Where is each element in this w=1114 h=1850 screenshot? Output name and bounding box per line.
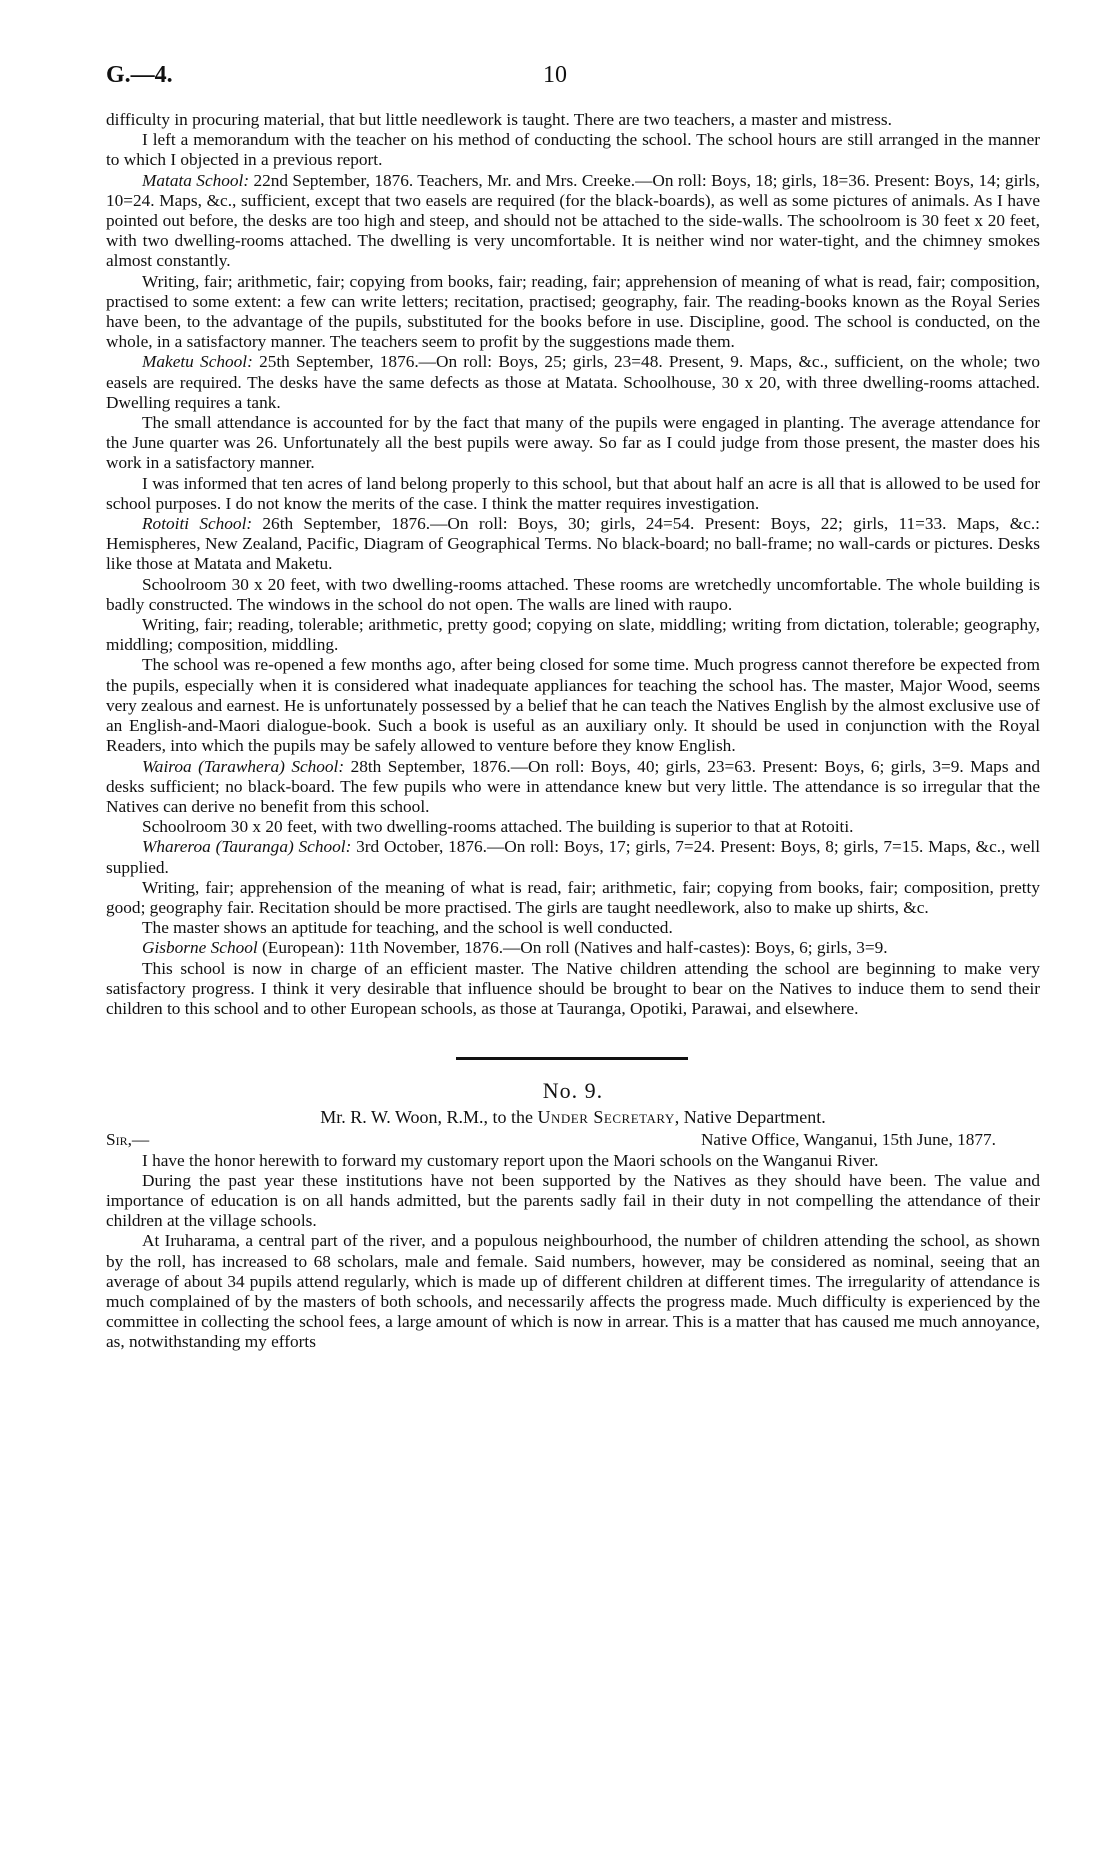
letter-body bbox=[106, 1151, 1040, 1353]
paragraph bbox=[106, 514, 1040, 575]
paragraph-text: 26th September, 1876.—On roll: Boys, 30; girls, 24=54. Present: Boys, 22; girls, 11=33. Maps, &c.: Hemispheres, New Zealand, Pacific, Diagram of Geographical Terms. No black-board; no ball-frame; no wall-cards or pictures. Desks like those at Matata and Maketu. bbox=[106, 514, 1040, 574]
letter-title-recipient: Under Secretary bbox=[537, 1107, 675, 1128]
page-header bbox=[106, 62, 1004, 92]
school-name: Wairoa (Tarawhera) School: bbox=[142, 756, 345, 776]
school-name: Gisborne School bbox=[142, 938, 258, 958]
paragraph-text: During the past year these institutions have not been supported by the Natives as they should have been. The value and importance of education is on all hands admitted, but the parents sadly fail in their duty in not compelling the attendance of their children at the village schools. bbox=[106, 1170, 1040, 1231]
paragraph bbox=[106, 413, 1040, 474]
paragraph bbox=[106, 878, 1040, 918]
page-body bbox=[106, 110, 1040, 1353]
paragraph-text: At Iruharama, a central part of the river, and a populous neighbourhood, the number of children attending the school, as shown by the roll, has increased to 68 scholars, male and female. Said numbers, however, may be considered as nominal, seeing that an average of about 34 pupils attend regularly, which is made up of different children at different times. The irregularity of attendance is much complained of by the masters of both schools, and necessarily affects the progress made. Much difficulty is experienced by the committee in collecting the school fees, a large amount of which is now in arrear. This is a matter that has caused me much annoyance, as, notwithstanding my efforts bbox=[106, 1231, 1040, 1352]
paragraph-text: 22nd September, 1876. Teachers, Mr. and Mrs. Creeke.—On roll: Boys, 18; girls, 18=36. Present: Boys, 14; girls, 10=24. Maps, &c., sufficient, except that two easels are required (for the black-boards), as well as some pictures of animals. As I have pointed out before, the desks are too high and steep, and should not be attached to the side-walls. The schoolroom is 30 feet x 20 feet, with two dwelling-rooms attached. The dwelling is very uncomfortable. It is neither wind nor water-tight, and the chimney smokes almost constantly. bbox=[106, 170, 1040, 271]
paragraph-text: I left a memorandum with the teacher on his method of conducting the school. The school hours are still arranged in the manner to which I objected in a previous report. bbox=[106, 130, 1040, 170]
paragraph bbox=[106, 130, 1040, 170]
paragraph-text: I have the honor herewith to forward my customary report upon the Maori schools on the Wanganui River. bbox=[142, 1150, 879, 1170]
paragraph bbox=[106, 817, 1040, 837]
letter-title-prefix: Mr. R. W. Woon, R.M., to the bbox=[320, 1107, 538, 1128]
paragraph-text: Schoolroom 30 x 20 feet, with two dwelling-rooms attached. These rooms are wretchedly uncomfortable. The whole building is badly constructed. The windows in the school do not open. The walls are lined with raupo. bbox=[106, 574, 1040, 614]
letter-title bbox=[106, 1107, 1040, 1127]
paragraph-text: Writing, fair; apprehension of the meaning of what is read, fair; arithmetic, fair; copying from books, fair; composition, pretty good; geography fair. Recitation should be more practised. The girls are taught needlework, also to make up shirts, &c. bbox=[106, 877, 1040, 917]
paragraph bbox=[106, 655, 1040, 756]
paragraph bbox=[106, 918, 1040, 938]
paragraph bbox=[106, 352, 1040, 413]
paragraph-text: 28th September, 1876.—On roll: Boys, 40; girls, 23=63. Present: Boys, 6; girls, 3=9. Maps and desks sufficient; no black-board. The few pupils who were in attendance knew but very little. The attendance is so irregular that the Natives can derive no benefit from this school. bbox=[106, 756, 1040, 816]
letter-number: No. 9. bbox=[542, 1078, 604, 1104]
page-number: 10 bbox=[543, 62, 567, 88]
salutation: Sir,— bbox=[106, 1129, 150, 1149]
paragraph bbox=[106, 837, 1040, 877]
document-reference: G.—4. bbox=[106, 62, 173, 88]
paragraph bbox=[106, 171, 1040, 272]
paragraph-text: Schoolroom 30 x 20 feet, with two dwelling-rooms attached. The building is superior to that at Rotoiti. bbox=[142, 817, 854, 837]
salutation-line bbox=[106, 1130, 1040, 1151]
paragraph bbox=[106, 110, 1040, 130]
paragraph bbox=[106, 959, 1040, 1020]
paragraph bbox=[106, 272, 1040, 353]
paragraph bbox=[106, 1171, 1040, 1232]
paragraph-text: This school is now in charge of an efficient master. The Native children attending the school are beginning to make very satisfactory progress. I think it very desirable that influence should be brought to bear on the Natives to induce them to send their children to this school and to other European schools, as those at Tauranga, Opotiki, Parawai, and elsewhere. bbox=[106, 958, 1040, 1018]
section-separator bbox=[106, 1019, 1040, 1065]
report-section bbox=[106, 110, 1040, 1019]
paragraph bbox=[106, 757, 1040, 818]
school-name: Rotoiti School: bbox=[142, 514, 253, 534]
school-name: Matata School: bbox=[142, 170, 250, 190]
paragraph-text: The school was re-opened a few months ago, after being closed for some time. Much progress cannot therefore be expected from the pupils, especially when it is considered what inadequate appliances for teaching the school has. The master, Major Wood, seems very zealous and earnest. He is unfortunately possessed by a belief that he can teach the Natives English by the almost exclusive use of an English-and-Maori dialogue-book. Such a book is useful as an auxiliary only. It should be used in conjunction with the Royal Readers, into which the pupils may be safely allowed to venture before they know English. bbox=[106, 655, 1040, 756]
letter-title-suffix: , Native Department. bbox=[674, 1107, 826, 1128]
school-name: Whareroa (Tauranga) School: bbox=[142, 837, 352, 857]
paragraph-text: Writing, fair; reading, tolerable; arithmetic, pretty good; copying on slate, middling; writing from dictation, tolerable; geography, middling; composition, middling. bbox=[106, 615, 1040, 655]
paragraph-text: Writing, fair; arithmetic, fair; copying from books, fair; reading, fair; apprehension of meaning of what is read, fair; composition, practised to some extent: a few can write letters; recitation, practised; geography, fair. The reading-books known as the Royal Series have been, to the advantage of the pupils, substituted for the books before in use. Discipline, good. The school is conducted, on the whole, in a satisfactory manner. The teachers seem to profit by the suggestions made them. bbox=[106, 271, 1040, 352]
paragraph-text: I was informed that ten acres of land belong properly to this school, but that about half an acre is all that is allowed to be used for school purposes. I do not know the merits of the case. I think the matter requires investigation. bbox=[106, 473, 1040, 513]
paragraph-text: difficulty in procuring material, that but little needlework is taught. There are two teachers, a master and mistress. bbox=[106, 110, 892, 129]
paragraph-text: The small attendance is accounted for by the fact that many of the pupils were engaged in planting. The average attendance for the June quarter was 26. Unfortunately all the best pupils were away. So far as I could judge from those present, the master does his work in a satisfactory manner. bbox=[106, 413, 1040, 473]
paragraph bbox=[106, 615, 1040, 655]
paragraph-text: 25th September, 1876.—On roll: Boys, 25; girls, 23=48. Present, 9. Maps, &c., sufficient, on the whole; two easels are required. The desks have the same defects as those at Matata. Schoolhouse, 30 x 20, with three dwelling-rooms attached. Dwelling requires a tank. bbox=[106, 352, 1040, 412]
paragraph bbox=[106, 575, 1040, 615]
dateline: Native Office, Wanganui, 15th June, 1877. bbox=[700, 1129, 996, 1149]
paragraph bbox=[106, 1151, 1040, 1171]
paragraph bbox=[106, 1231, 1040, 1352]
paragraph bbox=[106, 938, 1040, 958]
horizontal-rule bbox=[456, 1057, 688, 1060]
paragraph-text: The master shows an aptitude for teaching, and the school is well conducted. bbox=[142, 918, 673, 938]
school-name: Maketu School: bbox=[142, 352, 253, 372]
paragraph-text: 3rd October, 1876.—On roll: Boys, 17; girls, 7=24. Present: Boys, 8; girls, 7=15. Maps, &c., well supplied. bbox=[106, 837, 1040, 877]
paragraph bbox=[106, 474, 1040, 514]
paragraph-text: (European): 11th November, 1876.—On roll (Natives and half-castes): Boys, 6; girls, 3=9. bbox=[257, 938, 888, 958]
